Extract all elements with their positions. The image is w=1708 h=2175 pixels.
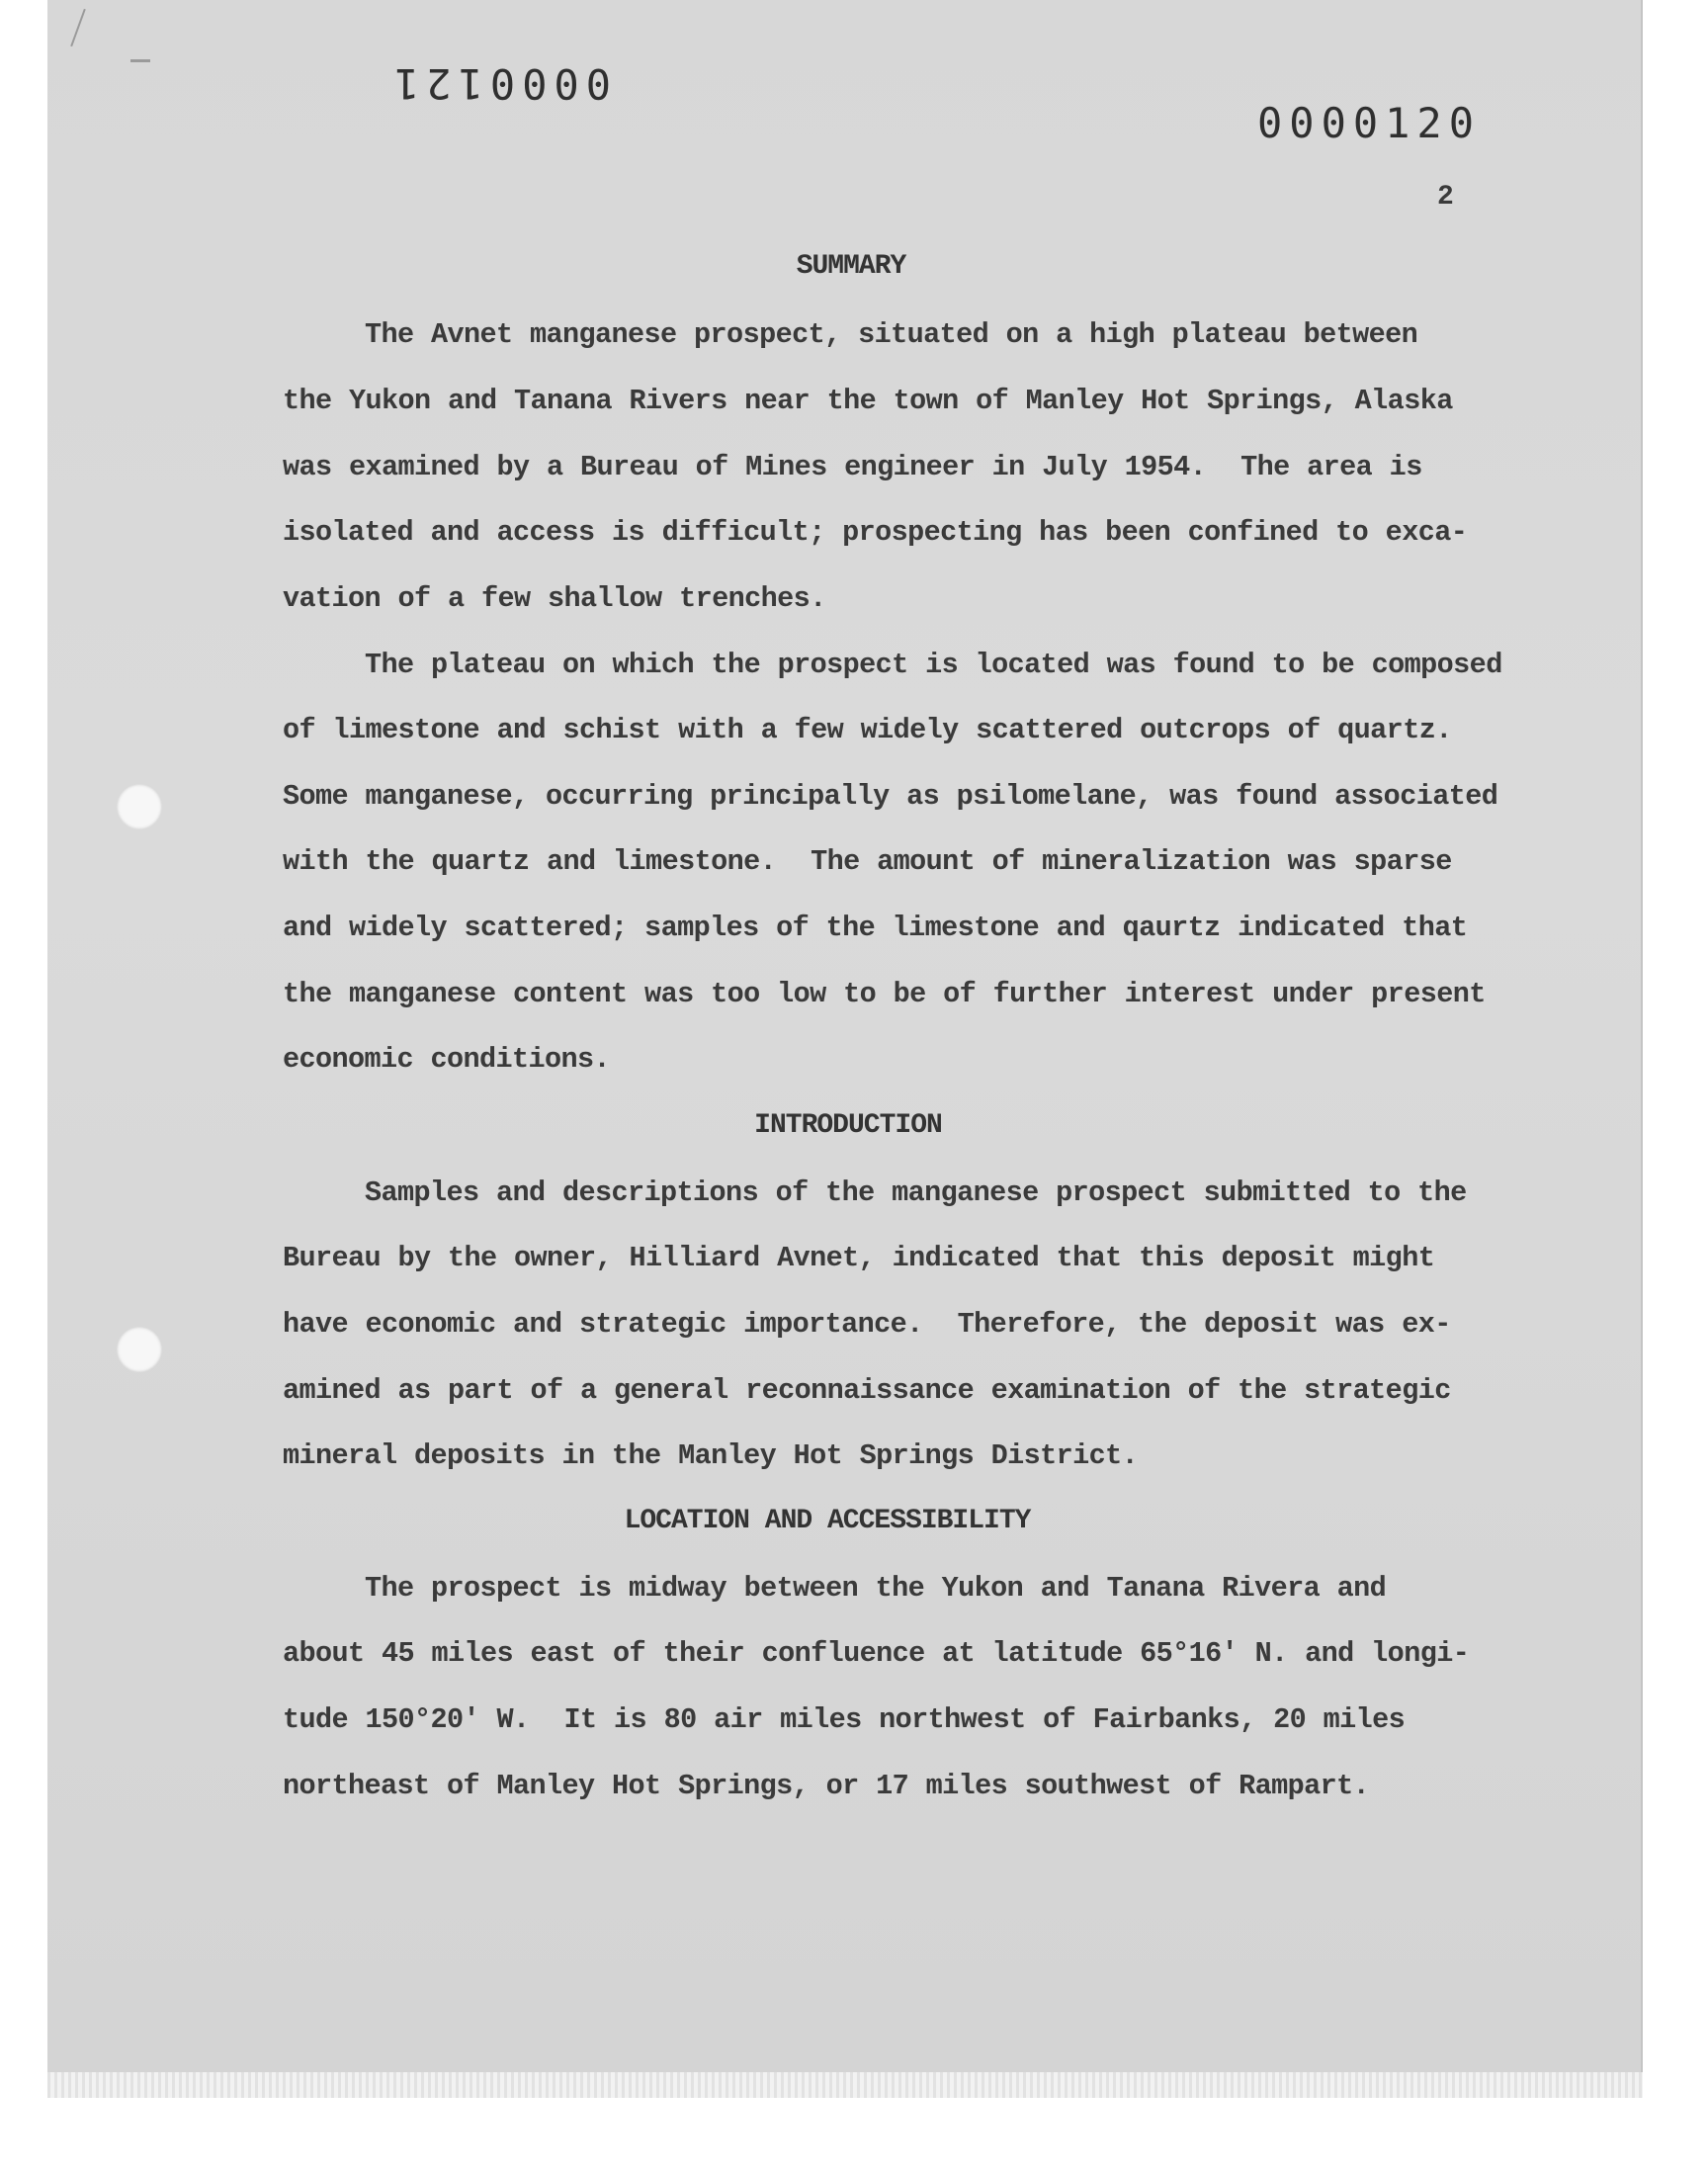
text-line: Some manganese, occurring principally as psilomelane, was found associated	[283, 780, 1498, 813]
text-line: vation of a few shallow trenches.	[283, 582, 826, 615]
text-line: have economic and strategic importance. Therefore, the deposit was ex-	[283, 1308, 1451, 1341]
text-line: about 45 miles east of their confluence at latitude 65°16' N. and longi-	[283, 1637, 1470, 1670]
punch-hole	[117, 1327, 162, 1372]
text-line: The plateau on which the prospect is located was found to be composed	[365, 649, 1502, 681]
text-line: was examined by a Bureau of Mines engineer in July 1954. The area is	[283, 451, 1422, 483]
text-line: northeast of Manley Hot Springs, or 17 miles southwest of Rampart.	[283, 1770, 1370, 1802]
text-line: the Yukon and Tanana Rivers near the town of Manley Hot Springs, Alaska	[283, 385, 1453, 417]
text-line: of limestone and schist with a few widely scattered outcrops of quartz.	[283, 714, 1452, 746]
text-line: amined as part of a general reconnaissance examination of the strategic	[283, 1374, 1451, 1407]
text-line: isolated and access is difficult; prospecting has been confined to exca-	[283, 516, 1468, 549]
document-page	[47, 0, 1643, 2074]
section-heading: INTRODUCTION	[754, 1110, 942, 1141]
scan-edge	[47, 2072, 1643, 2098]
text-line: with the quartz and limestone. The amount of mineralization was sparse	[283, 845, 1452, 878]
text-line: The prospect is midway between the Yukon and Tanana Rivera and	[365, 1572, 1387, 1605]
text-line: economic conditions.	[283, 1043, 611, 1076]
document-number-stamp: 0000120	[1257, 99, 1482, 147]
text-line: tude 150°20' W. It is 80 air miles northwest of Fairbanks, 20 miles	[283, 1703, 1406, 1736]
punch-hole	[117, 784, 162, 829]
text-line: Samples and descriptions of the manganese prospect submitted to the	[365, 1176, 1467, 1209]
page-number: 2	[1437, 182, 1454, 213]
text-line: the manganese content was too low to be of further interest under present	[283, 978, 1486, 1010]
document-number-stamp: 0000121	[387, 59, 612, 108]
text-line: The Avnet manganese prospect, situated on a high plateau between	[365, 318, 1418, 351]
text-line: mineral deposits in the Manley Hot Springs District.	[283, 1439, 1139, 1472]
section-heading: LOCATION AND ACCESSIBILITY	[624, 1506, 1031, 1536]
section-heading: SUMMARY	[796, 251, 906, 282]
scan-mark	[130, 59, 150, 62]
text-line: and widely scattered; samples of the limestone and qaurtz indicated that	[283, 912, 1468, 944]
text-line: Bureau by the owner, Hilliard Avnet, indicated that this deposit might	[283, 1242, 1435, 1274]
